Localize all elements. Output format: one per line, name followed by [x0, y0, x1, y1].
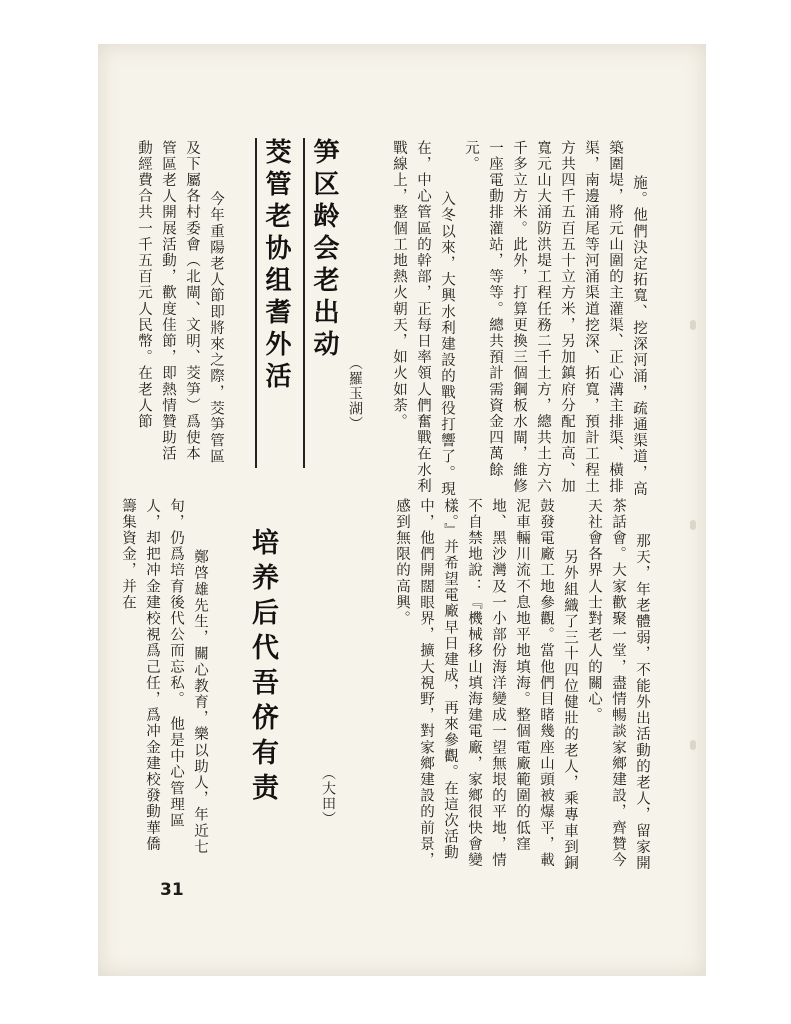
- article-signature: （大田）: [320, 766, 336, 826]
- article-title: 培养后代吾侪有责: [247, 528, 278, 808]
- article-elderly-festival-text: 今年重陽老人節即將來之際，茭笋管區及下屬各村委會（北閘、文明、茭笋）爲使本管區老人開展活動，歡度佳節，即熱情贊助活動經費合共一千五百元人民幣。在老人節: [136, 140, 224, 466]
- headline-line-2: 茭管老协组耆外活: [255, 138, 293, 468]
- article-headline: [261, 138, 341, 468]
- page-number: 31: [160, 880, 184, 900]
- binding-hole: [690, 520, 696, 530]
- article-education-text: 鄭啓雄先生，關心教育，樂以助人，年近七旬，仍爲培育後代公而忘私。 他是中心管理區人，却把冲金建校視爲己任，爲冲金建校發動華僑籌集資金，并在: [120, 498, 208, 856]
- article-elderly-visit-text: 那天，年老體弱，不能外出活動的老人，留家開茶話會。大家歡聚一堂，盡情暢談家鄉建設，齊贊今天社會各界人士對老人的關心。 另外組織了三十四位健壯的老人，乘專車到銅鼓發電廠工地參觀。當他們目睹幾座山頭被爆平，載泥車輛川流不息地平地填海。整個電廠範圍的低窪地、黑沙灣及一小部份海洋變成一望無垠的平地，情不自禁地說：『機械移山填海建電廠，家鄉很快會變樣。』并希望電廠早日建成，再來參觀。在這次活動中，他們開闊眼界，擴大視野，對家鄉建設的前景，感到無限的高興。: [394, 498, 650, 872]
- article-signature: （羅玉湖）: [347, 356, 363, 431]
- headline-line-1: 笋区龄会老出动: [303, 138, 341, 468]
- binding-hole: [690, 320, 696, 330]
- article-water-conservancy-text: 施。他們決定拓寬、挖深河涌，疏通渠道，高築圍堤，將元山圍的主灌渠、正心溝主排渠、橫排渠，南邊涌尾等河涌渠道挖深、拓寬，預計工程土方共四千五百五十立方米，另加鎮府分配加高、加寬元山大涌防洪堤工程任務二千土方，總共土方六千多立方米。此外，打算更換三個鋼板水閘，維修一座電動排灌站，等等。總共預計需資金四萬餘元。 入冬以來，大興水利建設的戰役打響了。現在，中心管區的幹部，正每日率領人們奮戰在水利戰線上，整個工地熱火朝天，如火如荼。: [391, 140, 647, 498]
- binding-hole: [690, 740, 696, 750]
